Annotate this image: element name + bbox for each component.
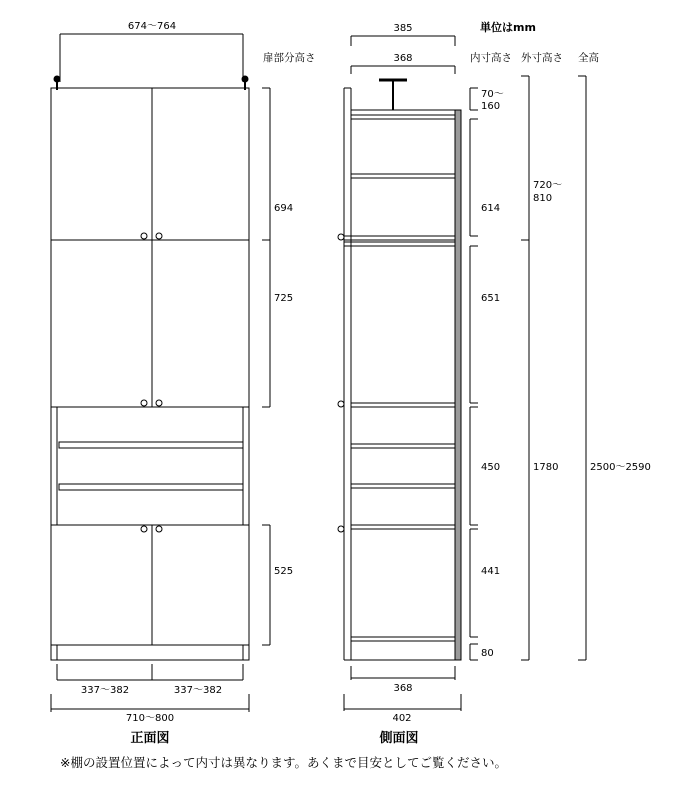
front-bottom-width: 710～800 xyxy=(125,713,175,724)
inner-height-top xyxy=(481,89,507,112)
inner-height-shelf-2: 651 xyxy=(481,293,501,304)
side-inner-bottom-depth: 368 xyxy=(393,683,413,694)
header-total-height: 全高 xyxy=(578,52,599,64)
outer-height-lower: 1780 xyxy=(533,462,559,473)
header-door-height: 扉部分高さ xyxy=(263,52,316,64)
total-height: 2500～2590 xyxy=(590,462,651,473)
outer-height-upper xyxy=(533,180,565,204)
front-view xyxy=(51,34,270,712)
side-view-caption: 側面図 xyxy=(379,731,419,746)
inner-height-base: 80 xyxy=(481,648,494,659)
front-door-height-middle: 725 xyxy=(274,293,294,304)
inner-height-shelf-4: 441 xyxy=(481,566,501,577)
front-door-height-upper: 694 xyxy=(274,203,294,214)
inner-height-shelf-3: 450 xyxy=(481,462,501,473)
front-left-half-width: 337～382 xyxy=(80,685,130,696)
front-right-half-width: 337～382 xyxy=(173,685,223,696)
outer-height-upper-line2: 810 xyxy=(533,193,553,204)
side-inner-top-depth: 368 xyxy=(393,53,413,64)
front-top-width: 674～764 xyxy=(127,21,177,32)
unit-label: 単位はmm xyxy=(480,21,536,34)
footnote: ※棚の設置位置によって内寸は異なります。あくまで目安としてご覧ください。 xyxy=(60,755,507,770)
header-inner-height: 内寸高さ xyxy=(470,52,512,64)
inner-height-shelf-1: 614 xyxy=(481,203,501,214)
header-outer-height: 外寸高さ xyxy=(521,52,563,64)
inner-height-top-line1: 70～ xyxy=(481,89,504,100)
side-bottom-depth: 402 xyxy=(392,713,412,724)
side-view xyxy=(338,36,586,711)
inner-height-top-line2: 160 xyxy=(481,101,501,112)
outer-height-upper-line1: 720～ xyxy=(533,180,563,191)
front-view-caption: 正面図 xyxy=(130,731,170,746)
side-top-depth: 385 xyxy=(393,23,413,34)
front-door-height-lower: 525 xyxy=(274,566,294,577)
